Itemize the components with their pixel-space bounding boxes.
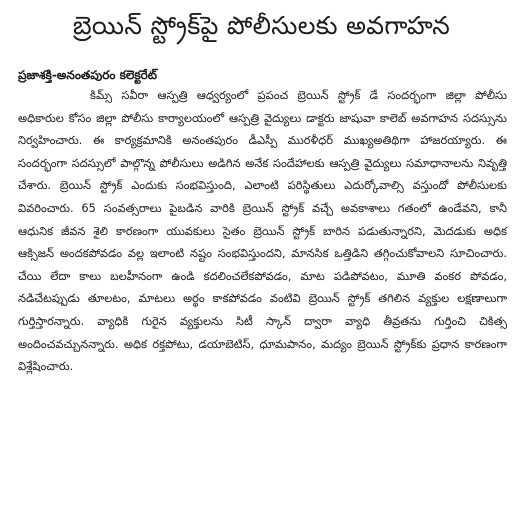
article-dateline: ప్రజాశక్తి-అనంతపురం కలెక్టరేట్ — [18, 68, 158, 82]
article-headline: బ్రెయిన్ స్ట్రోక్‌పై పోలీసులకు అవగాహన — [72, 11, 451, 40]
article-body: కిమ్స్ సవీరా ఆస్పత్రి ఆధ్వర్యంలో ప్రపంచ బ్రెయిన్ స్ట్రోక్ డే సందర్భంగా జిల్లా పోలీసు అధికారుల కోసం జిల్లా పోలీసు కార్యాలయంలో ఆస్పత్రి వైద్యులు డాక్టరు జాషువా కాలెబ్ అవగాహన సదస్సును నిర్వహించారు. ఈ కార్యక్రమానికి అనంతపురం డీఎస్పీ మురళీధర్ ముఖ్యఅతిథిగా హాజరయ్యారు. ఈ సందర్భంగా సదస్సులో పాల్గొన్న పోలీసులు అడిగిన అనేక సందేహాలకు ఆస్పత్రి వైద్యులు సమాధానాలను నివృత్తి చేశారు. బ్రెయిన్ స్ట్రోక్ ఎందుకు సంభవిస్తుంది, ఎలాంటి పరిస్థితులు ఎదుర్కోవాల్సి వస్తుందో పోలీసులకు వివరించారు. 65 సంవత్సరాలు పైబడిన వారికి బ్రెయిన్ స్ట్రోక్ వచ్చే అవకాశాలు గతంలో ఉండేవని, కానీ ఆధునిక జీవన శైలి కారణంగా యువకులు సైతం బ్రెయిన్ స్ట్రోక్ బారిన పడుతున్నారని, మెదడుకు అధిక ఆక్సిజన్ అందకపోవడం వల్ల ఇలాంటి నష్టం సంభవిస్తుందని, మానసిక ఒత్తిడిని తగ్గించుకోవాలని సూచించారు. చేయి లేదా కాలు బలహీనంగా ఉండి కదలించలేకపోవడం, మాట పడిపోవటం, మూతి వంకర పోవడం, నడిచేటప్పుడు తూలటం, మాటలు అర్థం కాకపోవడం వంటివి బ్రెయిన్ స్ట్రోక్ తగిలిన వ్యక్తుల లక్షణాలుగా గుర్తిస్తారన్నారు. వ్యాధికి గురైన వ్యక్తులను సిటీ స్కాన్ ద్వారా వ్యాధి తీవ్రతను గుర్తించి చికిత్స అందించవచ్చునన్నారు. అధిక రక్తపోటు, డయాబెటిస్, ధూమపానం, మద్యం బ్రెయిన్ స్ట్రోక్‌కు ప్రధాన కారణంగా విశ్లేషించారు. — [18, 88, 507, 374]
